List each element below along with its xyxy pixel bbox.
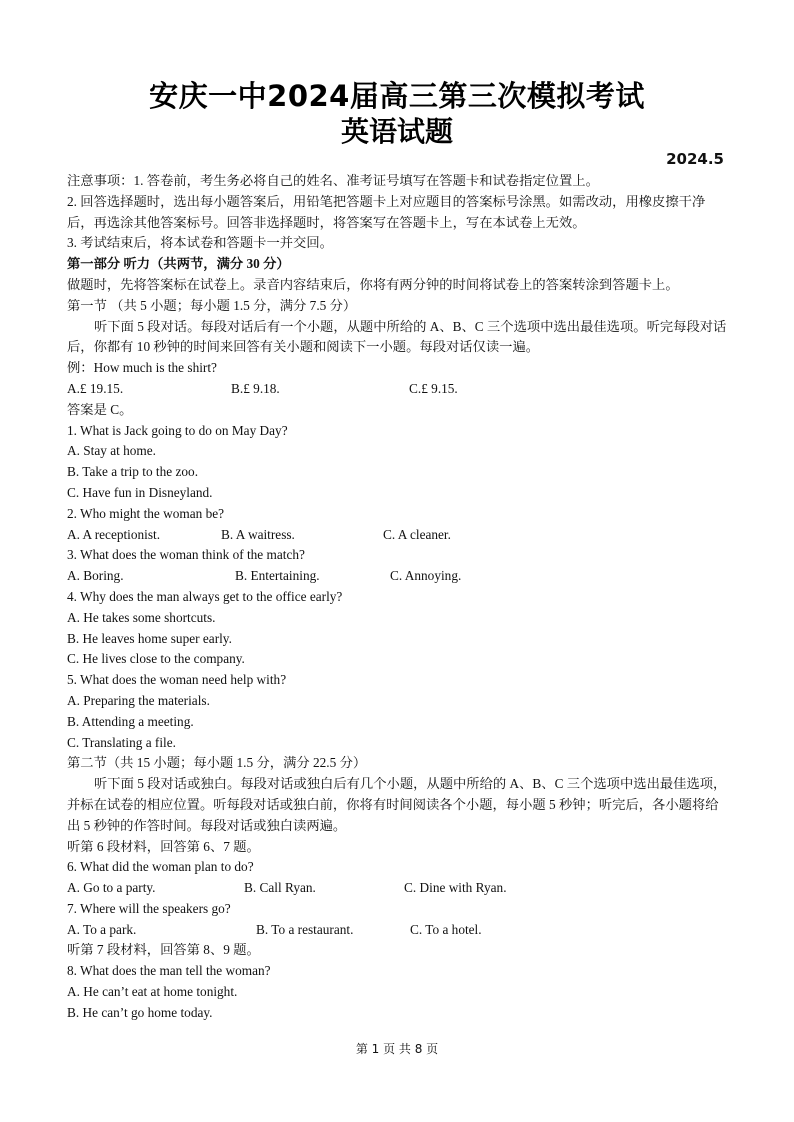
question-1: 1. What is Jack going to do on May Day?: [67, 422, 288, 438]
exam-content: [67, 171, 727, 1024]
option-b: B. To a restaurant.: [256, 921, 354, 937]
question-2: 2. Who might the woman be?: [67, 505, 225, 521]
option-c: C.£ 9.15.: [409, 380, 458, 396]
option-a: A. Go to a party.: [67, 880, 156, 896]
question-8: 8. What does the man tell the woman?: [67, 963, 271, 979]
option-a: A. To a park.: [67, 921, 137, 937]
section2-instructions: 听下面 5 段对话或独白。每段对话或独白后有几个小题，从题中所给的 A、B、C 三个选项中选出最佳选项，并标在试卷的相应位置。听每段对话或独白前，你将有时间阅读各个小题，每小题 5 秒钟；听完后，各小题将给出 5 秒钟的作答时间。每段对话或独白读两遍。: [67, 776, 727, 833]
question-5: 5. What does the woman need help with?: [67, 672, 287, 688]
example-question: 例：How much is the shirt?: [67, 360, 217, 376]
option-c: C. Dine with Ryan.: [404, 880, 507, 896]
q4-option-c: C. He lives close to the company.: [67, 651, 245, 667]
material-6-note: 听第 6 段材料，回答第 6、7 题。: [67, 838, 260, 854]
notice-2: 2. 回答选择题时，选出每小题答案后，用铅笔把答题卡上对应题目的答案标号涂黑。如需改动，用橡皮擦干净后，再选涂其他答案标号。回答非选择题时，将答案写在答题卡上，写在本试卷上无效。: [67, 193, 706, 230]
q5-option-a: A. Preparing the materials.: [67, 692, 210, 708]
material-7-note: 听第 7 段材料，回答第 8、9 题。: [67, 942, 260, 958]
option-b: B.£ 9.18.: [231, 380, 280, 396]
part1-heading: 第一部分 听力（共两节，满分 30 分）: [67, 256, 290, 272]
q3-options: [67, 566, 727, 587]
section2-heading: 第二节（共 15 小题；每小题 1.5 分，满分 22.5 分）: [67, 755, 367, 771]
option-b: B. A waitress.: [221, 526, 295, 542]
notice-1: 注意事项：1. 答卷前，考生务必将自己的姓名、准考证号填写在答题卡和试卷指定位置上。: [67, 173, 599, 188]
page-footer: 第 1 页 共 8 页: [355, 1042, 439, 1056]
q1-option-b: B. Take a trip to the zoo.: [67, 464, 199, 480]
q5-option-b: B. Attending a meeting.: [67, 713, 194, 729]
section1-heading: 第一节 （共 5 小题；每小题 1.5 分，满分 7.5 分）: [67, 297, 357, 313]
question-6: 6. What did the woman plan to do?: [67, 859, 254, 875]
question-3: 3. What does the woman think of the match?: [67, 547, 305, 563]
option-a: A.£ 19.15.: [67, 380, 124, 396]
example-answer: 答案是 C。: [67, 401, 133, 417]
q6-options: [67, 878, 727, 899]
q4-option-b: B. He leaves home super early.: [67, 630, 232, 646]
option-a: A. A receptionist.: [67, 526, 161, 542]
q4-option-a: A. He takes some shortcuts.: [67, 609, 216, 625]
q1-option-c: C. Have fun in Disneyland.: [67, 484, 213, 500]
q1-option-a: A. Stay at home.: [67, 443, 157, 459]
option-c: C. A cleaner.: [383, 526, 451, 542]
q8-option-a: A. He can’t eat at home tonight.: [67, 984, 238, 1000]
option-a: A. Boring.: [67, 568, 124, 584]
option-c: C. To a hotel.: [410, 921, 482, 937]
section1-instructions: 听下面 5 段对话。每段对话后有一个小题，从题中所给的 A、B、C 三个选项中选出最佳选项。听完每段对话后，你都有 10 秒钟的时间来回答有关小题和阅读下一小题。每段对话仅读一遍。: [67, 318, 727, 355]
question-4: 4. Why does the man always get to the office early?: [67, 588, 343, 604]
example-options: [67, 379, 727, 400]
option-c: C. Annoying.: [390, 568, 462, 584]
q7-options: [67, 920, 727, 941]
question-7: 7. Where will the speakers go?: [67, 900, 231, 916]
part1-intro: 做题时，先将答案标在试卷上。录音内容结束后，你将有两分钟的时间将试卷上的答案转涂到答题卡上。: [67, 276, 679, 292]
notice-3: 3. 考试结束后，将本试卷和答题卡一并交回。: [67, 235, 333, 251]
option-b: B. Call Ryan.: [244, 880, 316, 896]
option-b: B. Entertaining.: [235, 568, 320, 584]
q5-option-c: C. Translating a file.: [67, 734, 176, 750]
exam-title: 安庆一中2024届高三第三次模拟考试: [149, 79, 645, 113]
q8-option-b: B. He can’t go home today.: [67, 1004, 213, 1020]
exam-subtitle: 英语试题: [340, 115, 453, 148]
exam-date: 2024.5: [666, 150, 724, 168]
q2-options: [67, 525, 727, 546]
